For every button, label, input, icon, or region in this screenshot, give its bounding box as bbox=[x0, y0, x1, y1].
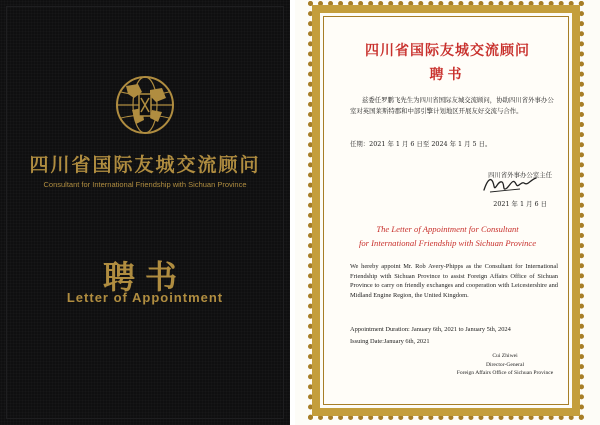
cover-border bbox=[6, 6, 284, 419]
appointment-text-en: We hereby appoint Mr. Rob Avery-Phipps as the Consultant for International Friendship with Sichuan Province to assist Foreign Affairs Office of Sichuan Province to carry on friendly exchanges and cooperation with Leicestershire and Midland Engine Region, the United Kingdom. bbox=[350, 263, 558, 299]
certificate-heading-cn: 聘书 bbox=[429, 67, 466, 83]
cover-subtitle-en: Consultant for International Friendship with Sichuan Province bbox=[43, 180, 247, 189]
certificate-title-cn: 四川省国际友城交流顾问 bbox=[365, 43, 530, 59]
certificate-title-en bbox=[295, 222, 600, 250]
globe-emblem-icon bbox=[112, 72, 178, 138]
certificate-title-en-line1: The Letter of Appointment for Consultant bbox=[376, 224, 519, 234]
signatory-title: Director-General bbox=[485, 361, 525, 368]
cover-heading-en: Letter of Appointment bbox=[66, 290, 224, 305]
handwritten-signature bbox=[480, 172, 540, 198]
appointment-duration-en: Appointment Duration: January 6th, 2021 to January 5th, 2024 bbox=[350, 326, 511, 333]
signatory-block bbox=[445, 352, 565, 378]
certificate-page bbox=[295, 0, 600, 425]
certificate-title-en-line2: for International Friendship with Sichuan Province bbox=[358, 238, 537, 248]
cover-heading-cn: 聘书 bbox=[102, 258, 187, 296]
cover-title-cn: 四川省国际友城交流顾问 bbox=[29, 154, 261, 176]
signatory-office: Foreign Affairs Office of Sichuan Province bbox=[456, 370, 554, 376]
issuer-cn: 四川省外事办公室主任 bbox=[488, 171, 552, 179]
term-text-cn: 任期：2021 年 1 月 6 日至 2024 年 1 月 5 日。 bbox=[350, 140, 492, 148]
signatory-name: Cui Zhiwei bbox=[492, 353, 518, 359]
appointment-text-cn: 兹委任罗鹏飞先生为四川省国际友城交流顾问，协助四川省外事办公室对英国莱斯特郡和中部引擎计划地区开展友好交流与合作。 bbox=[350, 96, 554, 115]
issuing-date-en: Issuing Date:January 6th, 2021 bbox=[350, 338, 430, 345]
date-cn: 2021 年 1 月 6 日 bbox=[493, 200, 547, 208]
certificate-cover bbox=[0, 0, 290, 425]
